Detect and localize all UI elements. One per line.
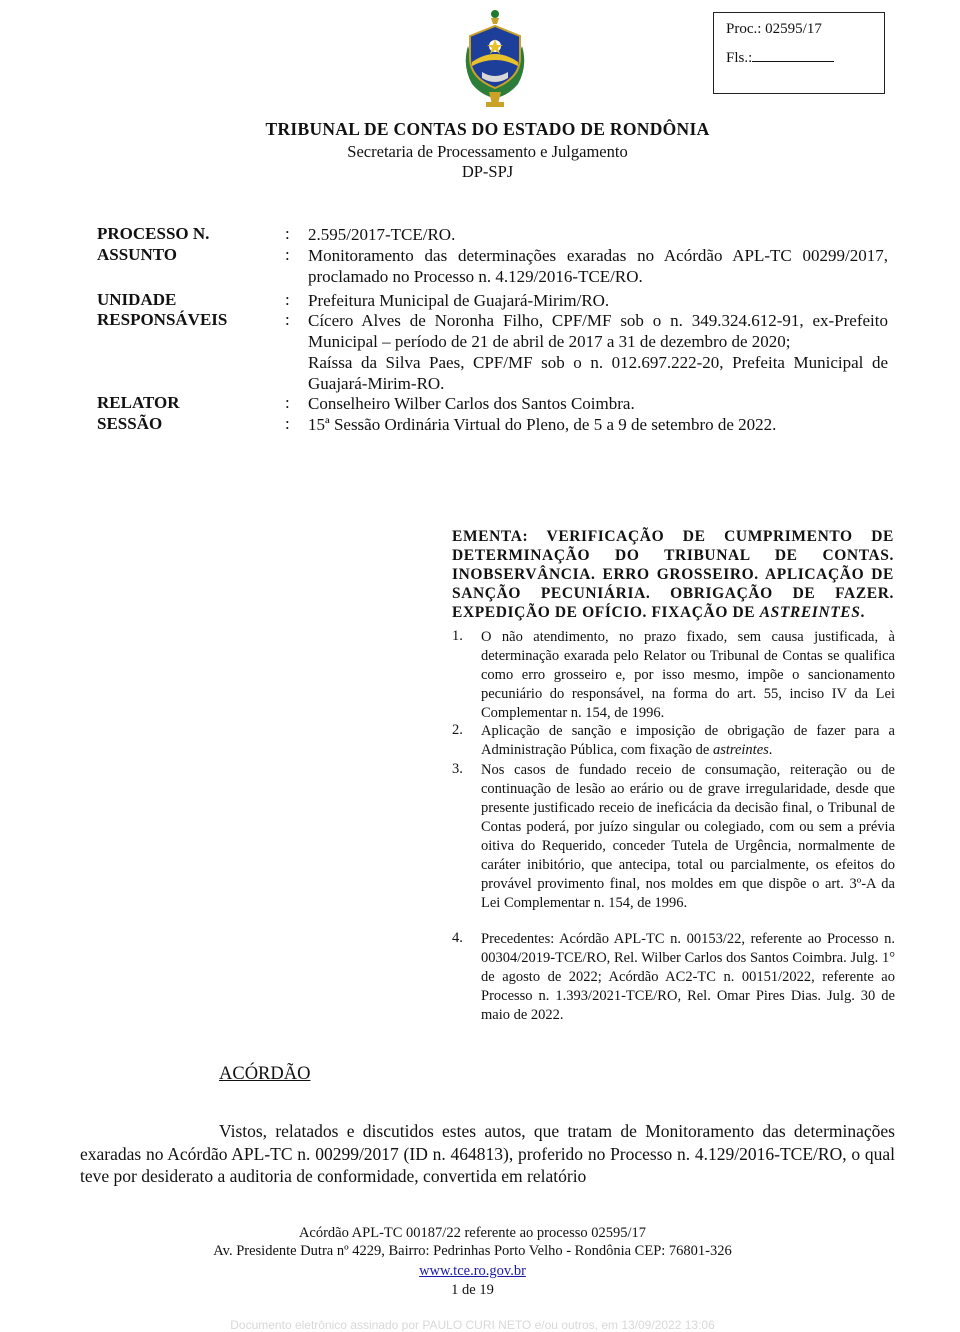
division-name: DP-SPJ <box>461 162 514 181</box>
field-colon: : <box>285 224 290 243</box>
ementa-item-4: Precedentes: Acórdão APL-TC n. 00153/22, referente ao Processo n. 00304/2019-TCE/RO, Rel. Wilber Carlos dos Santos Coimbra. Julg. 1° de agosto de 2022; Acórdão AC2-TC n. 00151/2022, referente ao Processo n. 1.393/2021-TCE/RO, Rel. Omar Pires Dias. Julg. 30 de maio de 2022. <box>481 931 895 1023</box>
fls-field: Fls.: <box>726 49 834 67</box>
field-colon: : <box>285 414 290 433</box>
ementa-item-1: O não atendimento, no prazo fixado, sem causa justificada, à determinação exarada pelo Relator ou Tribunal de Contas se qualifica como erro grosseiro e, por isso mesmo, impõe o sancionamento pecuniário do responsável, na forma do art. 55, inciso IV da Lei Complementar n. 154, de 1996. <box>481 629 895 721</box>
signature-watermark: Documento eletrônico assinado por PAULO CURI NETO e/ou outros, em 13/09/2022 13:06 <box>230 1318 715 1332</box>
field-value-sessao: 15ª Sessão Ordinária Virtual do Pleno, de 5 a 9 de setembro de 2022. <box>308 415 777 434</box>
field-value-processo: 2.595/2017-TCE/RO. <box>308 225 456 244</box>
item-number: 2. <box>452 722 463 738</box>
institution-name: TRIBUNAL DE CONTAS DO ESTADO DE RONDÔNIA <box>265 119 710 139</box>
field-label-unidade: UNIDADE <box>97 290 177 309</box>
field-label-responsaveis: RESPONSÁVEIS <box>97 310 228 329</box>
ementa-item-2: Aplicação de sanção e imposição de obrigação de fazer para a Administração Pública, com fixação de astreintes. <box>481 723 895 758</box>
proc-number: Proc.: 02595/17 <box>726 21 822 37</box>
field-label-processo: PROCESSO N. <box>97 224 210 243</box>
field-colon: : <box>285 310 290 329</box>
footer-reference: Acórdão APL-TC 00187/22 referente ao processo 02595/17 <box>298 1225 647 1241</box>
field-colon: : <box>285 290 290 309</box>
state-coat-of-arms-icon <box>458 6 532 110</box>
acordao-heading: ACÓRDÃO <box>219 1064 311 1084</box>
field-label-assunto: ASSUNTO <box>97 245 177 264</box>
footer-url-row <box>0 1263 945 1280</box>
field-value-responsavel-1: Cícero Alves de Noronha Filho, CPF/MF sob o n. 349.324.612-91, ex-Prefeito Municipal – período de 21 de abril de 2017 a 31 de dezembro de 2020; <box>308 311 888 351</box>
department-name: Secretaria de Processamento e Julgamento <box>347 142 628 161</box>
page-number: 1 de 19 <box>451 1282 494 1298</box>
field-value-unidade: Prefeitura Municipal de Guajará-Mirim/RO. <box>308 291 610 310</box>
ementa-item-3: Nos casos de fundado receio de consumação, reiteração ou de continuação de lesão ao erário ou de grave irregularidade, desde que presente justificado receio de ineficácia da decisão final, o Tribunal de Contas poderá, por juízo singular ou colegiado, com ou sem a prévia oitiva do Requerido, conceder Tutela de Urgência, normalmente de caráter inibitório, que antecipa, total ou parcialmente, os efeitos do provável provimento final, nos moldes em que dispõe o art. 3º-A da Lei Complementar n. 154, de 1996. <box>481 762 895 911</box>
ementa-summary: EMENTA: VERIFICAÇÃO DE CUMPRIMENTO DE DETERMINAÇÃO DO TRIBUNAL DE CONTAS. INOBSERVÂNCIA. ERRO GROSSEIRO. APLICAÇÃO DE SANÇÃO PECUNIÁRIA. OBRIGAÇÃO DE FAZER. EXPEDIÇÃO DE OFÍCIO. FIXAÇÃO DE ASTREINTES. <box>452 528 894 621</box>
footer-address: Av. Presidente Dutra nº 4229, Bairro: Pedrinhas Porto Velho - Rondônia CEP: 76801-326 <box>213 1243 732 1259</box>
acordao-paragraph: Vistos, relatados e discutidos estes autos, que tratam de Monitoramento das determinações exaradas no Acórdão APL-TC n. 00299/2017 (ID n. 464813), proferido no Processo n. 4.129/2016-TCE/RO, o qual teve por desiderato a auditoria de conformidade, convertida em relatório <box>80 1121 895 1186</box>
footer-link[interactable]: www.tce.ro.gov.br <box>419 1263 526 1279</box>
field-colon: : <box>285 393 290 412</box>
field-value-assunto: Monitoramento das determinações exaradas no Acórdão APL-TC 00299/2017, proclamado no Processo n. 4.129/2016-TCE/RO. <box>308 246 888 286</box>
item-number: 4. <box>452 930 463 946</box>
field-value-responsavel-2: Raíssa da Silva Paes, CPF/MF sob o n. 012.697.222-20, Prefeita Municipal de Guajará-Mirim-RO. <box>308 353 888 393</box>
field-colon: : <box>285 245 290 264</box>
item-number: 1. <box>452 628 463 644</box>
process-stamp-box <box>713 12 885 94</box>
field-label-sessao: SESSÃO <box>97 414 163 433</box>
field-value-relator: Conselheiro Wilber Carlos dos Santos Coimbra. <box>308 394 635 413</box>
field-label-relator: RELATOR <box>97 393 180 412</box>
item-number: 3. <box>452 761 463 777</box>
